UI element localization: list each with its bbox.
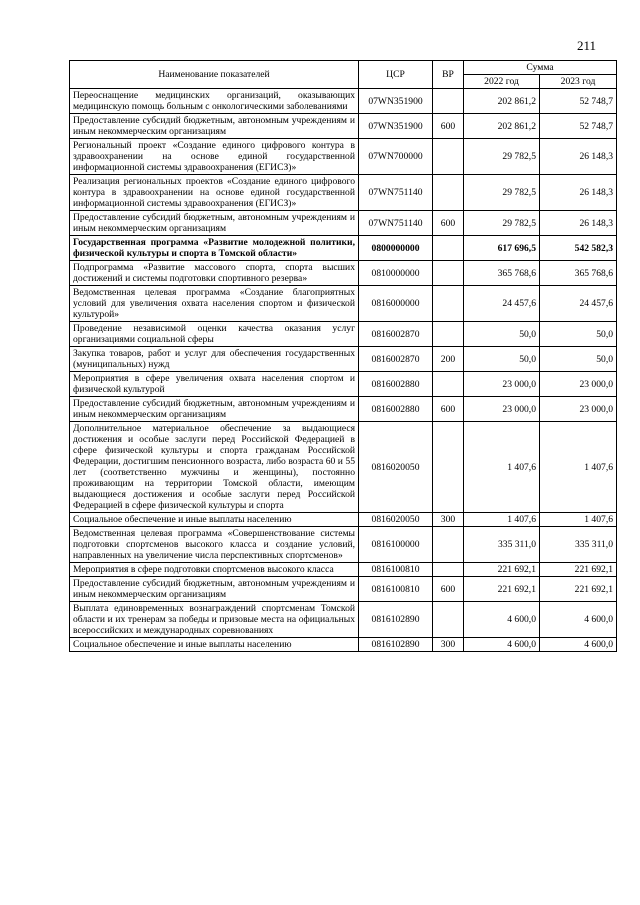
row-vr-code: 600 — [433, 211, 464, 236]
row-sum-2022: 29 782,5 — [464, 139, 540, 175]
row-sum-2022: 221 692,1 — [464, 563, 540, 577]
row-name: Реализация региональных проектов «Создание единого цифрового контура в здравоохранении на основе единой государственной информационной системы здравоохранения (ЕГИСЗ)» — [70, 175, 359, 211]
row-vr-code: 600 — [433, 577, 464, 602]
row-name: Региональный проект «Создание единого цифрового контура в здравоохранении на основе единой государственной информационной системы здравоохранения (ЕГИСЗ)» — [70, 139, 359, 175]
row-name: Дополнительное материальное обеспечение за выдающиеся достижения и особые заслуги перед Российской Федерацией в сфере физической культуры и спорта гражданам Российской Федерации, достигшим пенсионного возраста, либо возраста 60 и 55 лет (соответственно мужчины и женщины), постоянно проживающим на территории Томской области, имеющим выдающиеся достижения и особые заслуги перед Российской Федерацией в сфере физической культуры и спорта — [70, 422, 359, 513]
table-row — [70, 322, 617, 347]
row-vr-code: 200 — [433, 347, 464, 372]
table-row — [70, 513, 617, 527]
table-row — [70, 286, 617, 322]
row-sum-2023: 1 407,6 — [540, 513, 617, 527]
row-csr-code: 07WN700000 — [359, 139, 433, 175]
row-sum-2023: 542 582,3 — [540, 236, 617, 261]
row-vr-code — [433, 236, 464, 261]
row-name: Государственная программа «Развитие молодежной политики, физической культуры и спорта в Томской области» — [70, 236, 359, 261]
row-csr-code: 0810000000 — [359, 261, 433, 286]
row-vr-code — [433, 422, 464, 513]
row-vr-code: 300 — [433, 638, 464, 652]
row-csr-code: 0816000000 — [359, 286, 433, 322]
row-csr-code: 0800000000 — [359, 236, 433, 261]
row-sum-2023: 365 768,6 — [540, 261, 617, 286]
row-sum-2022: 221 692,1 — [464, 577, 540, 602]
row-sum-2023: 50,0 — [540, 322, 617, 347]
table-row — [70, 397, 617, 422]
row-sum-2022: 1 407,6 — [464, 513, 540, 527]
row-csr-code: 0816002870 — [359, 322, 433, 347]
row-vr-code: 600 — [433, 114, 464, 139]
row-sum-2023: 23 000,0 — [540, 372, 617, 397]
row-sum-2022: 23 000,0 — [464, 372, 540, 397]
table-row — [70, 527, 617, 563]
row-sum-2023: 26 148,3 — [540, 139, 617, 175]
table-row — [70, 261, 617, 286]
row-csr-code: 07WN751140 — [359, 211, 433, 236]
row-csr-code: 0816100000 — [359, 527, 433, 563]
row-name: Ведомственная целевая программа «Совершенствование системы подготовки спортсменов высокого класса и создание условий, направленных на увеличение числа перспективных спортсменов» — [70, 527, 359, 563]
table-row — [70, 114, 617, 139]
table-row — [70, 372, 617, 397]
budget-table — [69, 60, 617, 652]
header-name: Наименование показателей — [70, 61, 359, 89]
row-sum-2023: 52 748,7 — [540, 89, 617, 114]
row-name: Мероприятия в сфере подготовки спортсменов высокого класса — [70, 563, 359, 577]
row-sum-2022: 4 600,0 — [464, 638, 540, 652]
table-row — [70, 602, 617, 638]
row-sum-2022: 29 782,5 — [464, 211, 540, 236]
row-sum-2023: 26 148,3 — [540, 211, 617, 236]
row-csr-code: 07WN351900 — [359, 89, 433, 114]
row-name: Подпрограмма «Развитие массового спорта, спорта высших достижений и системы подготовки спортивного резерва» — [70, 261, 359, 286]
row-sum-2022: 1 407,6 — [464, 422, 540, 513]
row-sum-2023: 23 000,0 — [540, 397, 617, 422]
row-sum-2023: 335 311,0 — [540, 527, 617, 563]
row-sum-2022: 23 000,0 — [464, 397, 540, 422]
row-csr-code: 0816002880 — [359, 372, 433, 397]
header-year-2022: 2022 год — [464, 75, 540, 89]
row-csr-code: 0816020050 — [359, 513, 433, 527]
row-sum-2023: 221 692,1 — [540, 563, 617, 577]
row-vr-code: 300 — [433, 513, 464, 527]
row-sum-2023: 1 407,6 — [540, 422, 617, 513]
row-name: Предоставление субсидий бюджетным, автономным учреждениям и иным некоммерческим организациям — [70, 211, 359, 236]
table-row — [70, 638, 617, 652]
row-vr-code — [433, 286, 464, 322]
row-sum-2023: 221 692,1 — [540, 577, 617, 602]
row-name: Предоставление субсидий бюджетным, автономным учреждениям и иным некоммерческим организациям — [70, 577, 359, 602]
header-vr: ВР — [433, 61, 464, 89]
table-row — [70, 347, 617, 372]
row-sum-2023: 52 748,7 — [540, 114, 617, 139]
row-name: Социальное обеспечение и иные выплаты населению — [70, 638, 359, 652]
table-row — [70, 211, 617, 236]
row-csr-code: 0816100810 — [359, 563, 433, 577]
row-name: Предоставление субсидий бюджетным, автономным учреждениям и иным некоммерческим организациям — [70, 397, 359, 422]
row-vr-code — [433, 89, 464, 114]
row-vr-code — [433, 563, 464, 577]
row-vr-code — [433, 322, 464, 347]
row-vr-code — [433, 602, 464, 638]
page-number: 211 — [576, 38, 596, 53]
header-csr: ЦСР — [359, 61, 433, 89]
row-csr-code: 07WN351900 — [359, 114, 433, 139]
row-vr-code: 600 — [433, 397, 464, 422]
table-body — [70, 89, 617, 652]
row-sum-2022: 335 311,0 — [464, 527, 540, 563]
row-name: Предоставление субсидий бюджетным, автономным учреждениям и иным некоммерческим организациям — [70, 114, 359, 139]
row-name: Закупка товаров, работ и услуг для обеспечения государственных (муниципальных) нужд — [70, 347, 359, 372]
row-vr-code — [433, 372, 464, 397]
row-sum-2022: 617 696,5 — [464, 236, 540, 261]
row-csr-code: 0816100810 — [359, 577, 433, 602]
row-vr-code — [433, 261, 464, 286]
row-sum-2022: 202 861,2 — [464, 114, 540, 139]
row-csr-code: 0816002870 — [359, 347, 433, 372]
row-vr-code — [433, 175, 464, 211]
header-year-2023: 2023 год — [540, 75, 617, 89]
row-name: Мероприятия в сфере увеличения охвата населения спортом и физической культурой — [70, 372, 359, 397]
row-csr-code: 0816102890 — [359, 602, 433, 638]
row-sum-2022: 50,0 — [464, 322, 540, 347]
row-sum-2022: 29 782,5 — [464, 175, 540, 211]
table-row — [70, 89, 617, 114]
table-row — [70, 422, 617, 513]
table-row — [70, 236, 617, 261]
row-name: Проведение независимой оценки качества оказания услуг организациями социальной сферы — [70, 322, 359, 347]
row-csr-code: 0816020050 — [359, 422, 433, 513]
row-csr-code: 07WN751140 — [359, 175, 433, 211]
row-sum-2023: 26 148,3 — [540, 175, 617, 211]
row-name: Ведомственная целевая программа «Создание благоприятных условий для увеличения охвата населения спортом и физической культурой» — [70, 286, 359, 322]
table-row — [70, 139, 617, 175]
row-sum-2023: 4 600,0 — [540, 638, 617, 652]
row-csr-code: 0816002880 — [359, 397, 433, 422]
row-sum-2023: 24 457,6 — [540, 286, 617, 322]
row-sum-2022: 24 457,6 — [464, 286, 540, 322]
row-vr-code — [433, 527, 464, 563]
row-name: Социальное обеспечение и иные выплаты населению — [70, 513, 359, 527]
row-sum-2023: 4 600,0 — [540, 602, 617, 638]
table-row — [70, 577, 617, 602]
row-name: Переоснащение медицинских организаций, оказывающих медицинскую помощь больным с онкологическими заболеваниями — [70, 89, 359, 114]
header-sum: Сумма — [464, 61, 617, 75]
row-sum-2022: 50,0 — [464, 347, 540, 372]
row-sum-2022: 4 600,0 — [464, 602, 540, 638]
row-sum-2023: 50,0 — [540, 347, 617, 372]
row-vr-code — [433, 139, 464, 175]
table-row — [70, 563, 617, 577]
row-sum-2022: 202 861,2 — [464, 89, 540, 114]
row-csr-code: 0816102890 — [359, 638, 433, 652]
row-sum-2022: 365 768,6 — [464, 261, 540, 286]
row-name: Выплата единовременных вознаграждений спортсменам Томской области и их тренерам за победы и призовые места на официальных всероссийских и международных соревнованиях — [70, 602, 359, 638]
table-row — [70, 175, 617, 211]
